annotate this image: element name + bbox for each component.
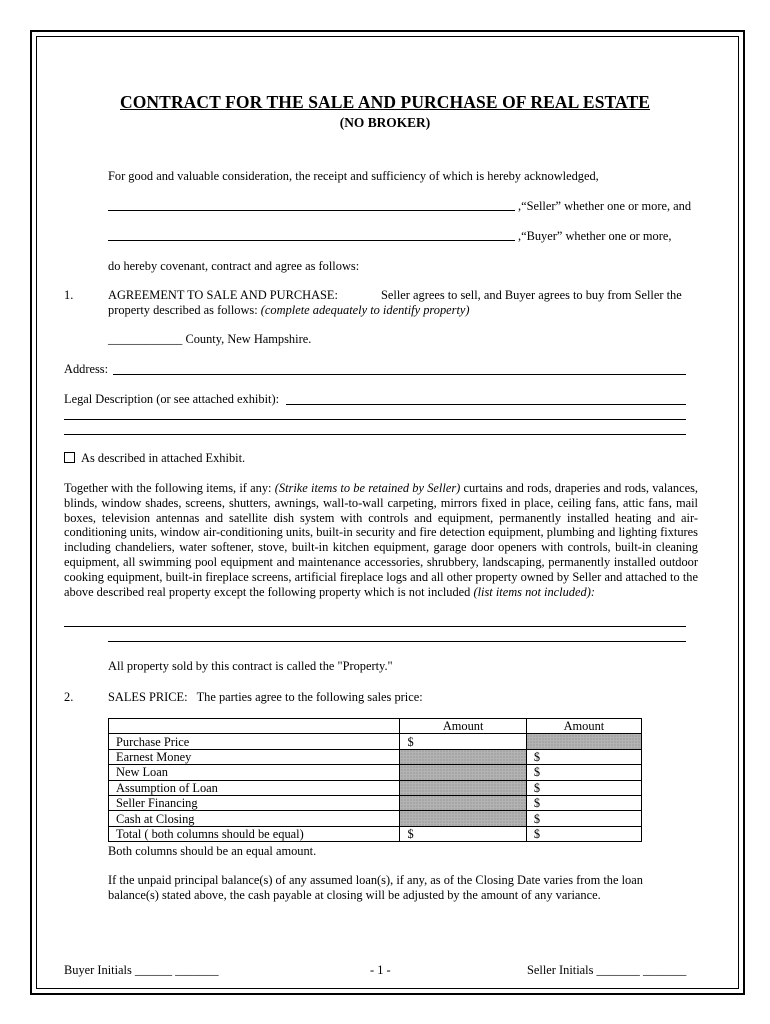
county-line xyxy=(108,332,311,347)
row-label: Total ( both columns should be equal) xyxy=(109,826,400,841)
property-description-line xyxy=(108,303,470,318)
attached-exhibit-checkbox[interactable] xyxy=(64,452,75,463)
section-1-number: 1. xyxy=(64,288,74,302)
balance-adjustment-note: If the unpaid principal balance(s) of any assumed loan(s), if any, as of the Closing Date varies from the loan balance(s) stated above, the cash payable at closing will be adjusted by the amount of any variance. xyxy=(108,873,643,902)
row-label: Purchase Price xyxy=(109,734,400,749)
page-number: - 1 - xyxy=(370,963,391,977)
section-2-heading xyxy=(108,690,423,705)
row-label: New Loan xyxy=(109,765,400,780)
row-label: Cash at Closing xyxy=(109,811,400,826)
table-row xyxy=(109,811,642,826)
shaded-cell xyxy=(400,749,526,764)
table-row xyxy=(109,780,642,795)
table-row xyxy=(109,734,642,749)
new-loan-amount[interactable]: $ xyxy=(526,765,641,780)
items-list: curtains and rods, draperies and rods, valances, blinds, window shades, screens, shutters, awnings, wall-to-wall carpeting, mirrors fixed in place, ceiling fans, attic fans, mail boxes, television antennas and satellite dish system with controls and equipment, permanently installed heating and air-conditioning units, window air-conditioning units, built-in security and fire detection equipment, plumbing and lighting fixtures including chandeliers, water softener, stove, built-in kitchen equipment, garage door openers with controls, built-in cleaning equipment, all swimming pool equipment and maintenance accessories, shrubbery, landscaping, permanently installed outdoor cooking equipment, built-in fireplace screens, artificial fireplace logs and all other property owned by Seller and attached to the above described real property except the following property which is not included xyxy=(64,481,698,599)
purchase-price-amount[interactable]: $ xyxy=(400,734,526,749)
document-subtitle: (NO BROKER) xyxy=(339,115,431,130)
property-description-instruction: (complete adequately to identify property) xyxy=(260,303,470,317)
seller-financing-amount[interactable]: $ xyxy=(526,795,641,810)
table-row xyxy=(109,765,642,780)
earnest-money-amount[interactable]: $ xyxy=(526,749,641,764)
equal-amount-note: Both columns should be an equal amount. xyxy=(108,844,317,858)
legal-description-field-line-3[interactable] xyxy=(64,434,686,435)
cash-at-closing-amount[interactable]: $ xyxy=(526,811,641,826)
row-label: Assumption of Loan xyxy=(109,780,400,795)
sales-price-text: The parties agree to the following sales price: xyxy=(196,690,423,704)
shaded-cell xyxy=(400,795,526,810)
excluded-items-field[interactable] xyxy=(64,626,686,627)
county-field[interactable]: ____________ xyxy=(108,332,183,346)
section-1-text: Seller agrees to sell, and Buyer agrees to buy from Seller the xyxy=(381,288,682,302)
county-label: County, New Hampshire. xyxy=(185,332,312,346)
total-amount-column-2[interactable]: $ xyxy=(526,826,641,841)
table-row xyxy=(109,826,642,841)
address-label: Address: xyxy=(64,362,109,376)
intro-text: For good and valuable consideration, the receipt and sufficiency of which is hereby acknowledged, xyxy=(108,169,599,183)
items-excluded-instruction: (list items not included): xyxy=(473,584,595,599)
amount-column-1-header: Amount xyxy=(400,719,526,734)
seller-initials-field[interactable]: Seller Initials _______ _______ xyxy=(527,963,687,977)
shaded-cell xyxy=(400,765,526,780)
property-definition: All property sold by this contract is called the "Property." xyxy=(108,659,393,673)
property-description-label: property described as follows: xyxy=(108,303,258,317)
section-1-heading: AGREEMENT TO SALE AND PURCHASE: xyxy=(108,288,338,302)
amount-column-2-header: Amount xyxy=(526,719,641,734)
excluded-items-field-line-2[interactable] xyxy=(108,641,686,642)
shaded-cell xyxy=(400,811,526,826)
covenant-text: do hereby covenant, contract and agree as follows: xyxy=(108,259,360,273)
row-label: Seller Financing xyxy=(109,795,400,810)
assumption-of-loan-amount[interactable]: $ xyxy=(526,780,641,795)
section-2-number: 2. xyxy=(64,690,74,704)
legal-description-label: Legal Description (or see attached exhibit): xyxy=(64,392,280,406)
buyer-name-field[interactable] xyxy=(108,240,515,241)
seller-label: ,“Seller” whether one or more, and xyxy=(518,199,692,213)
row-label: Earnest Money xyxy=(109,749,400,764)
buyer-label: ,“Buyer” whether one or more, xyxy=(518,229,672,243)
total-amount-column-1[interactable]: $ xyxy=(400,826,526,841)
items-instruction: (Strike items to be retained by Seller) xyxy=(274,481,461,495)
table-header-row xyxy=(109,719,642,734)
shaded-cell xyxy=(400,780,526,795)
shaded-cell xyxy=(526,734,641,749)
address-field[interactable] xyxy=(113,374,686,375)
table-row xyxy=(109,795,642,810)
legal-description-field[interactable] xyxy=(286,404,686,405)
buyer-initials-field[interactable]: Buyer Initials ______ _______ xyxy=(64,963,219,977)
table-row xyxy=(109,749,642,764)
items-intro: Together with the following items, if any: xyxy=(64,481,272,495)
document-title: CONTRACT FOR THE SALE AND PURCHASE OF REAL ESTATE xyxy=(119,92,650,112)
table-header-empty xyxy=(109,719,400,734)
legal-description-field-line-2[interactable] xyxy=(64,419,686,420)
included-items-paragraph xyxy=(64,481,698,599)
seller-name-field[interactable] xyxy=(108,210,515,211)
sales-price-table xyxy=(108,718,642,842)
attached-exhibit-label: As described in attached Exhibit. xyxy=(81,451,246,465)
sales-price-heading: SALES PRICE: xyxy=(108,690,188,704)
